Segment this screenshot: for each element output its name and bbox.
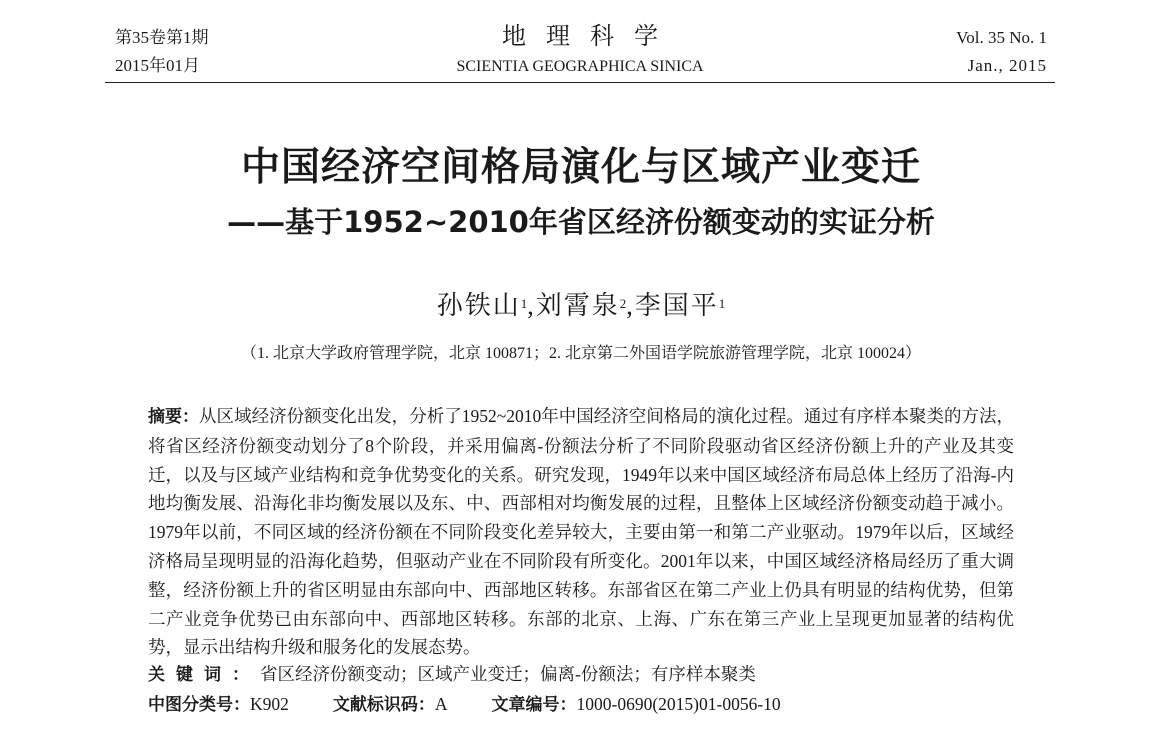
- issue-cn: 第35卷第1期: [115, 28, 209, 47]
- author-separator: ,: [527, 291, 536, 320]
- clc-number: [148, 690, 289, 719]
- article-value: 1000-0690(2015)01-0056-10: [576, 694, 781, 714]
- clc-label: 中图分类号：: [148, 695, 250, 715]
- doc-label: 文献标识码：: [332, 695, 435, 715]
- author-name: 刘霄泉: [535, 291, 620, 320]
- abstract-label: 摘要：: [148, 407, 200, 427]
- author-separator: ,: [626, 291, 635, 320]
- header-center: [105, 20, 1055, 78]
- journal-name-cn: 地理科学: [502, 24, 678, 50]
- author-affil-mark: 1: [520, 296, 528, 311]
- keywords-text: 省区经济份额变动；区域产业变迁；偏离-份额法；有序样本聚类: [260, 664, 756, 684]
- author-name: 李国平: [634, 291, 719, 320]
- author-affil-mark: 2: [619, 296, 627, 311]
- journal-name-en: SCIENTIA GEOGRAPHICA SINICA: [456, 58, 704, 75]
- paper-subtitle: ——基于1952~2010年省区经济份额变动的实证分析: [227, 205, 935, 239]
- journal-header: [105, 0, 1055, 83]
- date-cn: 2015年01月: [115, 56, 200, 75]
- date-en: Jan., 2015: [967, 56, 1047, 75]
- abstract: [148, 402, 1014, 662]
- document-code: [333, 690, 448, 719]
- doc-value: A: [434, 694, 448, 714]
- classification-info: [148, 690, 1014, 719]
- affiliations: （1. 北京大学政府管理学院，北京 100871；2. 北京第二外国语学院旅游管理学院，北京 100024）: [240, 345, 921, 362]
- clc-value: K902: [250, 694, 289, 714]
- abstract-text: 从区域经济份额变化出发，分析了1952~2010年中国经济空间格局的演化过程。通过有序样本聚类的方法，将省区经济份额变动划分了8个阶段，并采用偏离-份额法分析了不同阶段驱动省区经济份额上升的产业及其变迁，以及与区域产业结构和竞争优势变化的关系。研究发现，1949年以来中国区域经济布局总体上经历了沿海-内地均衡发展、沿海化非均衡发展以及东、中、西部相对均衡发展的过程，且整体上区域经济份额变动趋于减小。1979年以前，不同区域的经济份额在不同阶段变化差异较大，主要由第一和第二产业驱动。1979年以后，区域经济格局呈现明显的沿海化趋势，但驱动产业在不同阶段有所变化。2001年以来，中国区域经济格局经历了重大调整，经济份额上升的省区明显由东部向中、西部地区转移。东部省区在第二产业上仍具有明显的结构优势，但第二产业竞争优势已由东部向中、西部地区转移。东部的北京、上海、广东在第三产业上呈现更加显著的结构优势，显示出结构升级和服务化的发展态势。: [148, 406, 1015, 658]
- author-affil-mark: 1: [718, 296, 726, 311]
- header-right: [956, 24, 1047, 80]
- keywords: [148, 660, 1014, 689]
- paper-title: 中国经济空间格局演化与区域产业变迁: [240, 145, 921, 190]
- article-number: [492, 690, 781, 719]
- author-list: [0, 286, 1162, 326]
- author-name: 孙铁山: [436, 291, 521, 320]
- volume-en: Vol. 35 No. 1: [956, 28, 1047, 47]
- keywords-label: 关键词：: [148, 665, 260, 685]
- article-label: 文章编号：: [491, 695, 577, 715]
